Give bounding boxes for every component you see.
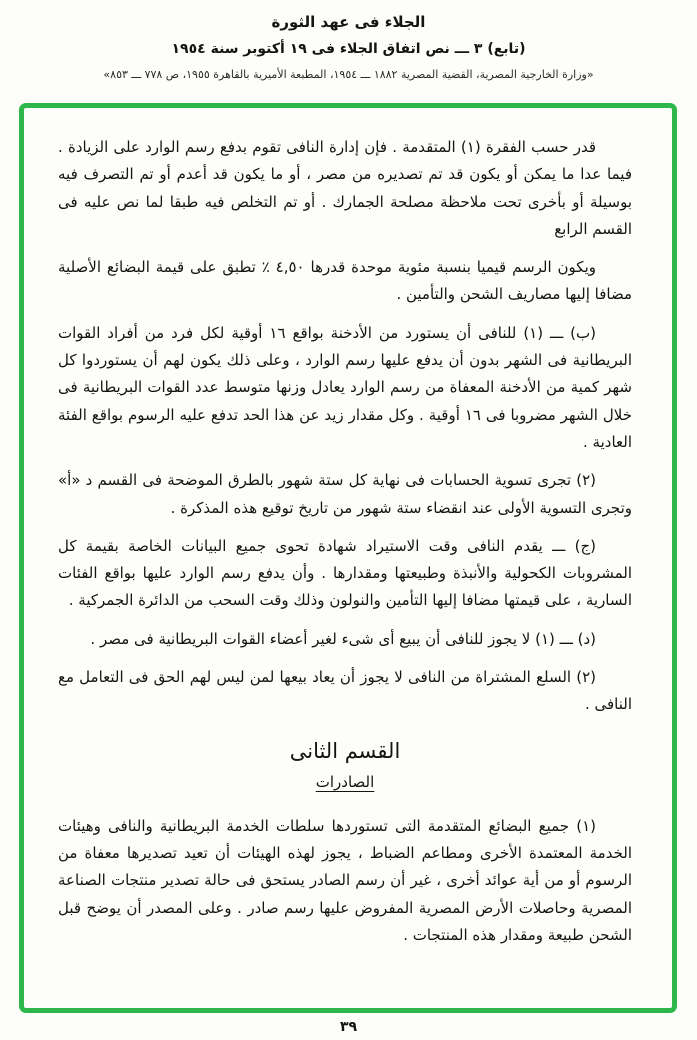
body-paragraph: (ب) ـــ (١) للنافى أن يستورد من الأدخنة بواقع ١٦ أوقية لكل فرد من أفراد القوات البريطانية فى الشهر بدون أن يدفع عليها رسم الوارد ، وعلى ذلك يكون لهم أن يستوردوا كل شهر كمية من الأدخنة المعفاة من رسم الوارد يعادل وزنها متوسط عدد القوات البريطانية فى خلال الشهر مضروبا فى ١٦ أوقية . وكل مقدار زيد عن هذا الحد تدفع عليه الرسوم بواقع الفئة العادية . (58, 323, 633, 451)
content-frame (19, 103, 677, 1013)
section-title: القسم الثانى (289, 738, 401, 763)
body-paragraph: (١) جميع البضائع المتقدمة التى تستوردها سلطات الخدمة البريطانية والنافى وهيئات الخدمة المعتمدة الأخرى ومطاعم الضباط ، يجوز لهذه الهيئات أن تعيد تصديرها معفاة من الرسوم أو من أية عوائد أخرى ، غير أن رسم الصادر يستحق فى حالة تصدير منتجات الصناعة المصرية وحاصلات الأرض المصرية المفروض عليها رسم صادر . وعلى المصدر أن يوضح قبل الشحن طبيعة ومقدار هذه المنتجات . (58, 816, 632, 944)
section-subtitle: الصادرات (315, 772, 375, 791)
source-citation: «وزارة الخارجية المصرية، القضية المصرية ١٨٨٢ ـــ ١٩٥٤، المطبعة الأميرية بالقاهرة ١٩٥٥، ص ٧٧٨ ـــ ٨٥٣» (103, 68, 594, 81)
body-paragraph: (ج) ـــ يقدم النافى وقت الاستيراد شهادة تحوى جميع البيانات الخاصة بقيمة كل المشروبات الكحولية والأنبذة وطبيعتها ومقدارها . وأن يدفع رسم الوارد عليها بواقع الفئات السارية ، على قيمتها مضافا إليها التأمين والنولون وذلك وقت السحب من الدائرة الجمركية . (58, 536, 632, 610)
document-subtitle: (تابع) ٣ ـــ نص اتفاق الجلاء فى ١٩ أكتوبر سنة ١٩٥٤ (171, 41, 526, 57)
body-paragraph: قدر حسب الفقرة (١) المتقدمة . فإن إدارة النافى تقوم بدفع رسم الوارد على الزيادة . فيما عدا ما يمكن أو يكون قد تم تصديره من مصر ، أو ما يكون قد أعدم أو تم التصرف فيه بوسيلة أو بأخرى تحت ملاحظة مصلحة الجمارك . أو تم التخلص فيه طبقا لما نص عليه فى القسم الرابع (58, 138, 632, 238)
body-paragraph: (٢) السلع المشتراة من النافى لا يجوز أن يعاد بيعها لمن ليس لهم الحق فى التعامل مع النافى . (58, 668, 632, 714)
document-header (0, 0, 697, 81)
body-paragraph: ويكون الرسم قيميا بنسبة مئوية موحدة قدرها ٤,٥٠ ٪ تطبق على قيمة البضائع الأصلية مضافا إليها مصاريف الشحن والتأمين . (58, 258, 632, 304)
body-paragraph: (٢) تجرى تسوية الحسابات فى نهاية كل ستة شهور بالطرق الموضحة فى القسم د «أ» وتجرى التسوية الأولى عند انقضاء ستة شهور من تاريخ توقيع هذه المذكرة . (58, 471, 632, 517)
page-title: الجلاء فى عهد الثورة (271, 13, 426, 31)
page-number: ٣٩ (339, 1019, 358, 1035)
body-paragraph: (د) ـــ (١) لا يجوز للنافى أن يبيع أى شىء لغير أعضاء القوات البريطانية فى مصر . (90, 629, 596, 648)
